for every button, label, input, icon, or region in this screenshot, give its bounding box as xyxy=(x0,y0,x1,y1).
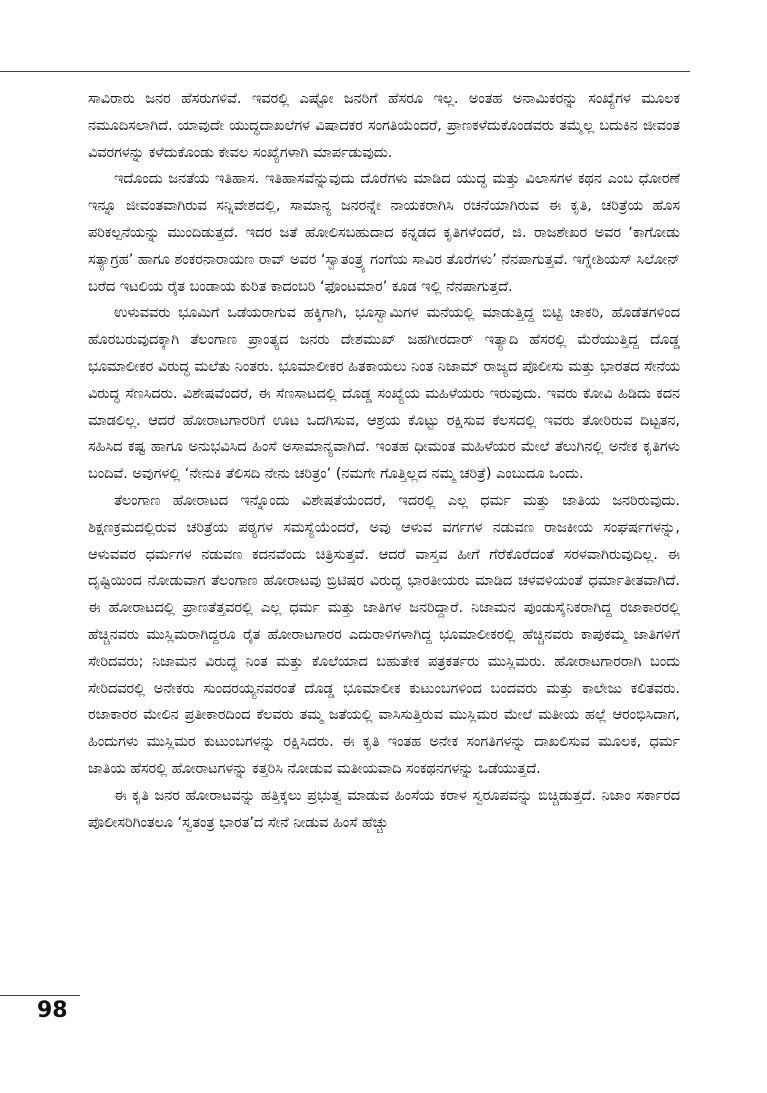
paragraph: ಉಳುವವರು ಭೂಮಿಗೆ ಒಡೆಯರಾಗುವ ಹಕ್ಕಿಗಾಗಿ, ಭೂಸ್ವಾಮಿಗಳ ಮನೆಯಲ್ಲಿ ಮಾಡುತ್ತಿದ್ದ ಬಿಟ್ಟಿ ಚಾಕರಿ, ಹೊಡೆತಗಳಿಂದ ಹೊರಬರುವುದಕ್ಕಾಗಿ ತೆಲಂಗಾಣ ಪ್ರಾಂತ್ಯದ ಜನರು ದೇಶಮುಖ್ ಜಹಗೀರದಾರ್ ಇತ್ಯಾದಿ ಹೆಸರಲ್ಲಿ ಮೆರೆಯುತ್ತಿದ್ದ ದೊಡ್ಡ ಭೂಮಾಲೀಕರ ವಿರುದ್ಧ ಮಲೆತು ನಿಂತರು. ಭೂಮಾಲೀಕರ ಹಿತಕಾಯಲು ನಿಂತ ನಿಜಾಮ್ ರಾಜ್ಯದ ಪೊಲೀಸು ಮತ್ತು ಭಾರತದ ಸೇನೆಯ ವಿರುದ್ಧ ಸೆಣಸಿದರು. ವಿಶೇಷವೆಂದರೆ, ಈ ಸೆಣಸಾಟದಲ್ಲಿ ದೊಡ್ಡ ಸಂಖ್ಯೆಯ ಮಹಿಳೆಯರು ಇರುವುದು. ಇವರು ಕೋವಿ ಹಿಡಿದು ಕದನ ಮಾಡಲಿಲ್ಲ. ಆದರೆ ಹೋರಾಟಗಾರರಿಗೆ ಊಟ ಒದಗಿಸುವ, ಆಶ್ರಯ ಕೊಟ್ಟು ರಕ್ಷಿಸುವ ಕೆಲಸದಲ್ಲಿ ಇವರು ತೋರಿರುವ ದಿಟ್ಟತನ, ಸಹಿಸಿದ ಕಷ್ಟ ಹಾಗೂ ಅನುಭವಿಸಿದ ಹಿಂಸೆ ಅಸಾಮಾನ್ಯವಾಗಿದೆ. ಇಂತಹ ಧೀಮಂತ ಮಹಿಳೆಯರ ಮೇಲೆ ತೆಲುಗಿನಲ್ಲಿ ಅನೇಕ ಕೃತಿಗಳು ಬಂದಿವೆ. ಅವುಗಳಲ್ಲಿ ‘ನೇನುಕಿ ತೆಲಿಸದಿ ನೇನು ಚರಿತ್ರಂ’ (ನಮಗೇ ಗೊತ್ತಿಲ್ಲದ ನಮ್ಮ ಚರಿತ್ರೆ) ಎಂಬುದೂ ಒಂದು. xyxy=(88,305,680,483)
page-number: 98 xyxy=(37,998,68,1023)
paragraph: ಸಾವಿರಾರು ಜನರ ಹೆಸರುಗಳಿವೆ. ಇವರಲ್ಲಿ ಎಷ್ಟೋ ಜನರಿಗೆ ಹೆಸರೂ ಇಲ್ಲ. ಅಂತಹ ಅನಾಮಿಕರನ್ನು ಸಂಖ್ಯೆಗಳ ಮೂಲಕ ನಮೂದಿಸಲಾಗಿದೆ. ಯಾವುದೇ ಯುದ್ಧದಾಖಲೆಗಳ ವಿಷಾದಕರ ಸಂಗತಿಯೆಂದರೆ, ಪ್ರಾಣಕಳೆದುಕೊಂಡವರು ತಮ್ಮೆಲ್ಲ ಬದುಕಿನ ಜೀವಂತ ವಿವರಗಳನ್ನು ಕಳೆದುಕೊಂಡು ಕೇವಲ ಸಂಖ್ಯೆಗಳಾಗಿ ಮಾರ್ಪಡುವುದು. xyxy=(88,91,680,161)
page-number-rule xyxy=(0,995,80,996)
paragraph: ಇದೊಂದು ಜನತೆಯ ಇತಿಹಾಸ. ಇತಿಹಾಸವೆನ್ನುವುದು ದೊರೆಗಳು ಮಾಡಿದ ಯುದ್ಧ ಮತ್ತು ವಿಲಾಸಗಳ ಕಥನ ಎಂಬ ಧೋರಣೆ ಇನ್ನೂ ಜೀವಂತವಾಗಿರುವ ಸನ್ನಿವೇಶದಲ್ಲಿ, ಸಾಮಾನ್ಯ ಜನರನ್ನೇ ನಾಯಕರಾಗಿಸಿ ರಚನೆಯಾಗಿರುವ ಈ ಕೃತಿ, ಚರಿತ್ರೆಯ ಹೊಸ ಪರಿಕಲ್ಪನೆಯನ್ನು ಮುಂದಿಡುತ್ತದೆ. ಇದರ ಜತೆ ಹೋಲಿಸಬಹುದಾದ ಕನ್ನಡದ ಕೃತಿಗಳೆಂದರೆ, ಜಿ. ರಾಜಶೇಖರ ಅವರ ‘ಕಾಗೋಡು ಸತ್ಯಾಗ್ರಹ’ ಹಾಗೂ ಶಂಕರನಾರಾಯಣ ರಾವ್ ಅವರ ‘ಸ್ವಾತಂತ್ರ್ಯ ಗಂಗೆಯ ಸಾವಿರ ತೊರೆಗಳು’ ನೆನಪಾಗುತ್ತವೆ. ಇಗ್ನೇಶಿಯಸ್ ಸಿಲೋನ್ ಬರೆದ ಇಟಲಿಯ ರೈತ ಬಂಡಾಯ ಕುರಿತ ಕಾದಂಬರಿ ‘ಫೊಂಟಮಾರ’ ಕೂಡ ಇಲ್ಲಿ ನೆನಪಾಗುತ್ತದೆ. xyxy=(88,171,680,295)
paragraph: ತೆಲಂಗಾಣ ಹೋರಾಟದ ಇನ್ನೊಂದು ವಿಶೇಷತೆಯೆಂದರೆ, ಇದರಲ್ಲಿ ಎಲ್ಲ ಧರ್ಮ ಮತ್ತು ಜಾತಿಯ ಜನರಿರುವುದು. ಶಿಕ್ಷಣಕ್ರಮದಲ್ಲಿರುವ ಚರಿತ್ರೆಯ ಪಠ್ಯಗಳ ಸಮಸ್ಯೆಯೆಂದರೆ, ಅವು ಆಳುವ ವರ್ಗಗಳ ನಡುವಣ ರಾಜಕೀಯ ಸಂಘರ್ಷಗಳನ್ನು, ಆಳುವವರ ಧರ್ಮಗಳ ನಡುವಣ ಕದನವೆಂದು ಚಿತ್ರಿಸುತ್ತವೆ. ಆದರೆ ವಾಸ್ತವ ಹೀಗೆ ಗೆರೆಕೊರೆದಂತೆ ಸರಳವಾಗಿರುವುದಿಲ್ಲ. ಈ ದೃಷ್ಟಿಯಿಂದ ನೋಡುವಾಗ ತೆಲಂಗಾಣ ಹೋರಾಟವು ಬ್ರಿಟಿಷರ ವಿರುದ್ಧ ಭಾರತೀಯರು ಮಾಡಿದ ಚಳವಳಿಯಂತೆ ಧರ್ಮಾತೀತವಾಗಿದೆ. ಈ ಹೋರಾಟದಲ್ಲಿ ಪ್ರಾಣತೆತ್ತವರಲ್ಲಿ ಎಲ್ಲ ಧರ್ಮ ಮತ್ತು ಜಾತಿಗಳ ಜನರಿದ್ದಾರೆ. ನಿಜಾಮನ ಪುಂಡುಸೈನಿಕರಾಗಿದ್ದ ರಜಾಕಾರರಲ್ಲಿ ಹೆಚ್ಚಿನವರು ಮುಸ್ಲಿಮರಾಗಿದ್ದರೂ ರೈತ ಹೋರಾಟಗಾರರ ಎದುರಾಳಿಗಳಾಗಿದ್ದ ಭೂಮಾಲೀಕರಲ್ಲಿ ಹೆಚ್ಚಿನವರು ಕಾಪುಕಮ್ಮ ಜಾತಿಗಳಿಗೆ ಸೇರಿದವರು; ನಿಜಾಮನ ವಿರುದ್ಧ ನಿಂತ ಮತ್ತು ಕೊಲೆಯಾದ ಬಹುತೇಕ ಪತ್ರಕರ್ತರು ಮುಸ್ಲಿಮರು. ಹೋರಾಟಗಾರರಾಗಿ ಬಂದು ಸೇರಿದವರಲ್ಲಿ ಅನೇಕರು ಸುಂದರಯ್ಯನವರಂತೆ ದೊಡ್ಡ ಭೂಮಾಲೀಕ ಕುಟುಂಬಗಳಿಂದ ಬಂದವರು ಮತ್ತು ಕಾಲೇಜು ಕಲಿತವರು. ರಜಾಕಾರರ ಮೇಲಿನ ಪ್ರತೀಕಾರದಿಂದ ಕೆಲವರು ತಮ್ಮ ಜತೆಯಲ್ಲಿ ವಾಸಿಸುತ್ತಿರುವ ಮುಸ್ಲಿಮರ ಮೇಲೆ ಮತೀಯ ಹಲ್ಲೆ ಆರಂಭಿಸಿದಾಗ, ಹಿಂದುಗಳು ಮುಸ್ಲಿಮರ ಕುಟುಂಬಗಳನ್ನು ರಕ್ಷಿಸಿದರು. ಈ ಕೃತಿ ಇಂತಹ ಅನೇಕ ಸಂಗತಿಗಳನ್ನು ದಾಖಲಿಸುವ ಮೂಲಕ, ಧರ್ಮ ಜಾತಿಯ ಹೆಸರಲ್ಲಿ ಹೋರಾಟಗಳನ್ನು ಕತ್ತರಿಸಿ ನೋಡುವ ಮತೀಯವಾದಿ ಸಂಕಥನಗಳನ್ನು ಒಡೆಯುತ್ತದೆ. xyxy=(88,492,680,777)
paragraph: ಈ ಕೃತಿ ಜನರ ಹೋರಾಟವನ್ನು ಹತ್ತಿಕ್ಕಲು ಪ್ರಭುತ್ವ ಮಾಡುವ ಹಿಂಸೆಯ ಕರಾಳ ಸ್ವರೂಪವನ್ನು ಬಿಚ್ಚಿಡುತ್ತದೆ. ನಿಜಾಂ ಸರ್ಕಾರದ ಪೊಲೀಸರಿಗಿಂತಲೂ ‘ಸ್ವತಂತ್ರ ಭಾರತ’ದ ಸೇನೆ ನೀಡುವ ಹಿಂಸೆ ಹೆಚ್ಚು xyxy=(88,787,680,831)
header-rule xyxy=(0,71,690,72)
body-text xyxy=(88,86,680,836)
